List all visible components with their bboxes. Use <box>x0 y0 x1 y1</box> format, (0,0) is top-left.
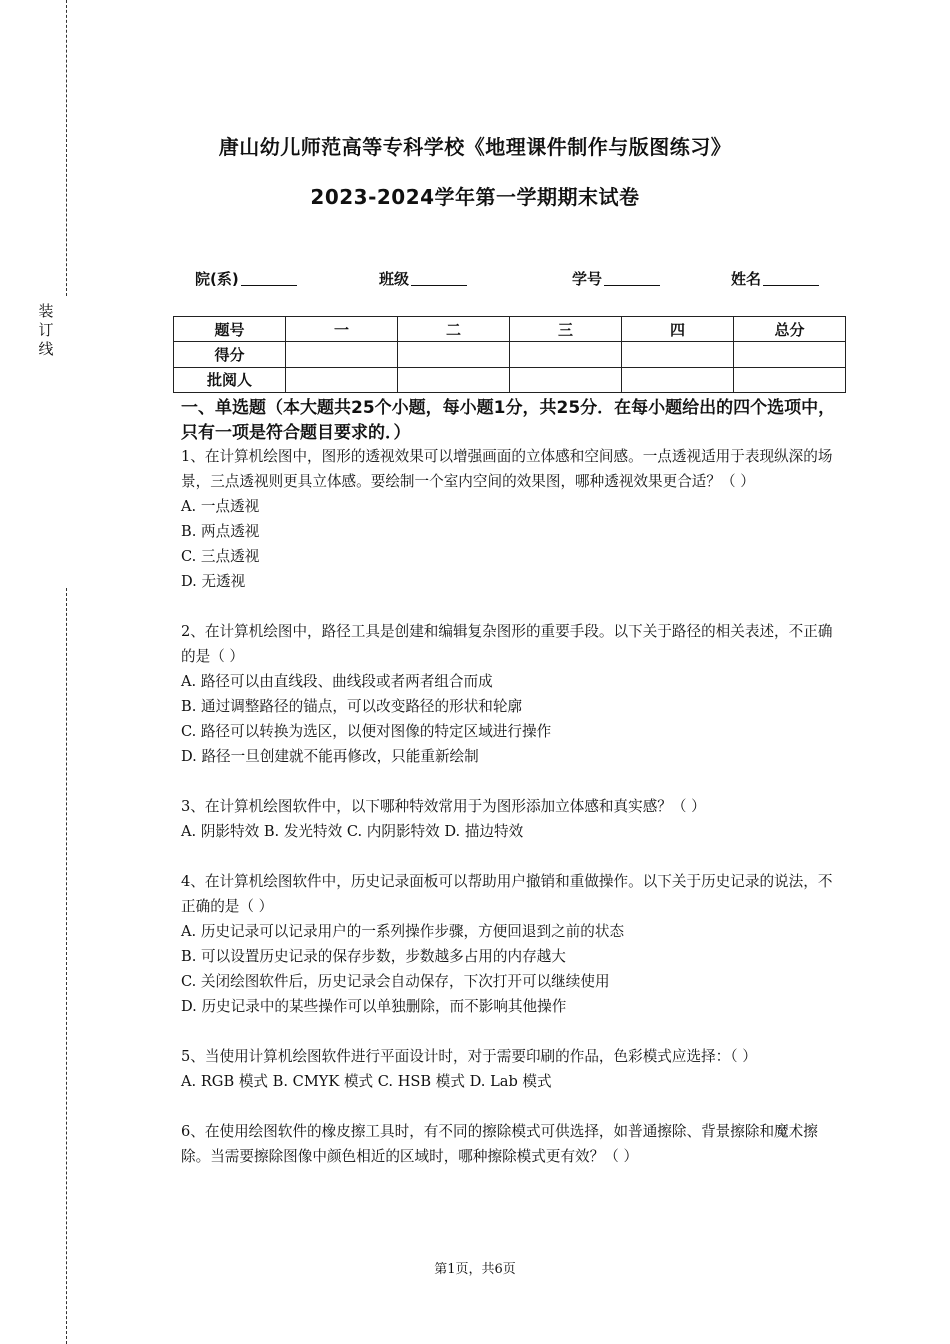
question-item <box>181 444 843 594</box>
question-option: C. 路径可以转换为选区，以便对图像的特定区域进行操作 <box>181 723 552 740</box>
question-text: 3、在计算机绘图软件中，以下哪种特效常用于为图形添加立体感和真实感？（ ） <box>181 798 706 815</box>
question-item <box>181 619 843 769</box>
score-table-col-header: 总分 <box>734 317 846 342</box>
student-id-field[interactable] <box>572 268 660 289</box>
question-list <box>181 444 843 1194</box>
class-blank[interactable] <box>411 270 467 286</box>
binding-char: 订 <box>38 321 54 339</box>
score-table-row-label: 批阅人 <box>174 367 286 392</box>
question-option: D. 路径一旦创建就不能再修改，只能重新绘制 <box>181 748 479 765</box>
score-table-col-header: 一 <box>286 317 398 342</box>
binding-char: 线 <box>38 340 54 358</box>
binding-label <box>36 302 56 359</box>
question-item <box>181 1119 843 1169</box>
question-option: D. 历史记录中的某些操作可以单独删除，而不影响其他操作 <box>181 998 567 1015</box>
score-cell[interactable] <box>398 342 510 367</box>
score-table-grader-row <box>174 367 846 392</box>
grader-cell[interactable] <box>398 367 510 392</box>
section-heading: 一、单选题（本大题共25个小题，每小题1分，共25分．在每小题给出的四个选项中，只有一项是符合题目要求的．） <box>181 398 836 443</box>
grader-cell[interactable] <box>286 367 398 392</box>
question-text: 5、当使用计算机绘图软件进行平面设计时，对于需要印刷的作品，色彩模式应选择：（ ） <box>181 1048 757 1065</box>
score-cell[interactable] <box>510 342 622 367</box>
grader-cell[interactable] <box>622 367 734 392</box>
exam-title: 唐山幼儿师范高等专科学校《地理课件制作与版图练习》 <box>218 135 732 159</box>
question-text: 1、在计算机绘图中，图形的透视效果可以增强画面的立体感和空间感。一点透视适用于表现纵深的场景，三点透视则更具立体感。要绘制一个室内空间的效果图，哪种透视效果更合适？（ ） <box>181 448 833 490</box>
score-table-col-header: 四 <box>622 317 734 342</box>
question-option: B. 两点透视 <box>181 523 260 540</box>
question-option: A. RGB 模式 B. CMYK 模式 C. HSB 模式 D. Lab 模式 <box>181 1073 552 1090</box>
question-text: 6、在使用绘图软件的橡皮擦工具时，有不同的擦除模式可供选择，如普通擦除、背景擦除和魔术擦除。当需要擦除图像中颜色相近的区域时，哪种擦除模式更有效？（ ） <box>181 1123 818 1165</box>
question-text: 4、在计算机绘图软件中，历史记录面板可以帮助用户撤销和重做操作。以下关于历史记录的说法，不正确的是（ ） <box>181 873 833 915</box>
question-item <box>181 1044 843 1094</box>
class-field[interactable] <box>379 268 467 289</box>
score-cell[interactable] <box>286 342 398 367</box>
question-option: B. 可以设置历史记录的保存步数，步数越多占用的内存越大 <box>181 948 566 965</box>
question-item <box>181 794 843 844</box>
question-option: B. 通过调整路径的锚点，可以改变路径的形状和轮廓 <box>181 698 523 715</box>
page-footer: 第1页，共6页 <box>434 1262 516 1277</box>
department-field[interactable] <box>195 268 297 289</box>
question-text: 2、在计算机绘图中，路径工具是创建和编辑复杂图形的重要手段。以下关于路径的相关表述，不正确的是（ ） <box>181 623 833 665</box>
student-id-label: 学号 <box>572 270 603 288</box>
score-cell[interactable] <box>622 342 734 367</box>
question-option: C. 三点透视 <box>181 548 260 565</box>
binding-char: 装 <box>38 302 54 320</box>
question-option: A. 阴影特效 B. 发光特效 C. 内阴影特效 D. 描边特效 <box>181 823 524 840</box>
department-label: 院(系) <box>195 270 239 288</box>
grader-cell[interactable] <box>734 367 846 392</box>
department-blank[interactable] <box>241 270 297 286</box>
binding-dashed-line-bottom <box>66 588 67 1344</box>
score-table-score-row <box>174 342 846 367</box>
name-label: 姓名 <box>731 270 762 288</box>
question-option: C. 关闭绘图软件后，历史记录会自动保存，下次打开可以继续使用 <box>181 973 610 990</box>
question-option: A. 历史记录可以记录用户的一系列操作步骤，方便回退到之前的状态 <box>181 923 625 940</box>
grader-cell[interactable] <box>510 367 622 392</box>
question-option: A. 一点透视 <box>181 498 260 515</box>
question-option: A. 路径可以由直线段、曲线段或者两者组合而成 <box>181 673 493 690</box>
score-cell[interactable] <box>734 342 846 367</box>
score-table-col-header: 二 <box>398 317 510 342</box>
score-table-col-header: 三 <box>510 317 622 342</box>
question-option: D. 无透视 <box>181 573 246 590</box>
exam-subtitle: 2023-2024学年第一学期期末试卷 <box>310 185 640 209</box>
score-table-row-label: 题号 <box>174 317 286 342</box>
score-table <box>173 316 846 393</box>
score-table-row-label: 得分 <box>174 342 286 367</box>
class-label: 班级 <box>379 270 410 288</box>
name-field[interactable] <box>731 268 819 289</box>
student-id-blank[interactable] <box>604 270 660 286</box>
score-table-header-row <box>174 317 846 342</box>
question-item <box>181 869 843 1019</box>
name-blank[interactable] <box>763 270 819 286</box>
